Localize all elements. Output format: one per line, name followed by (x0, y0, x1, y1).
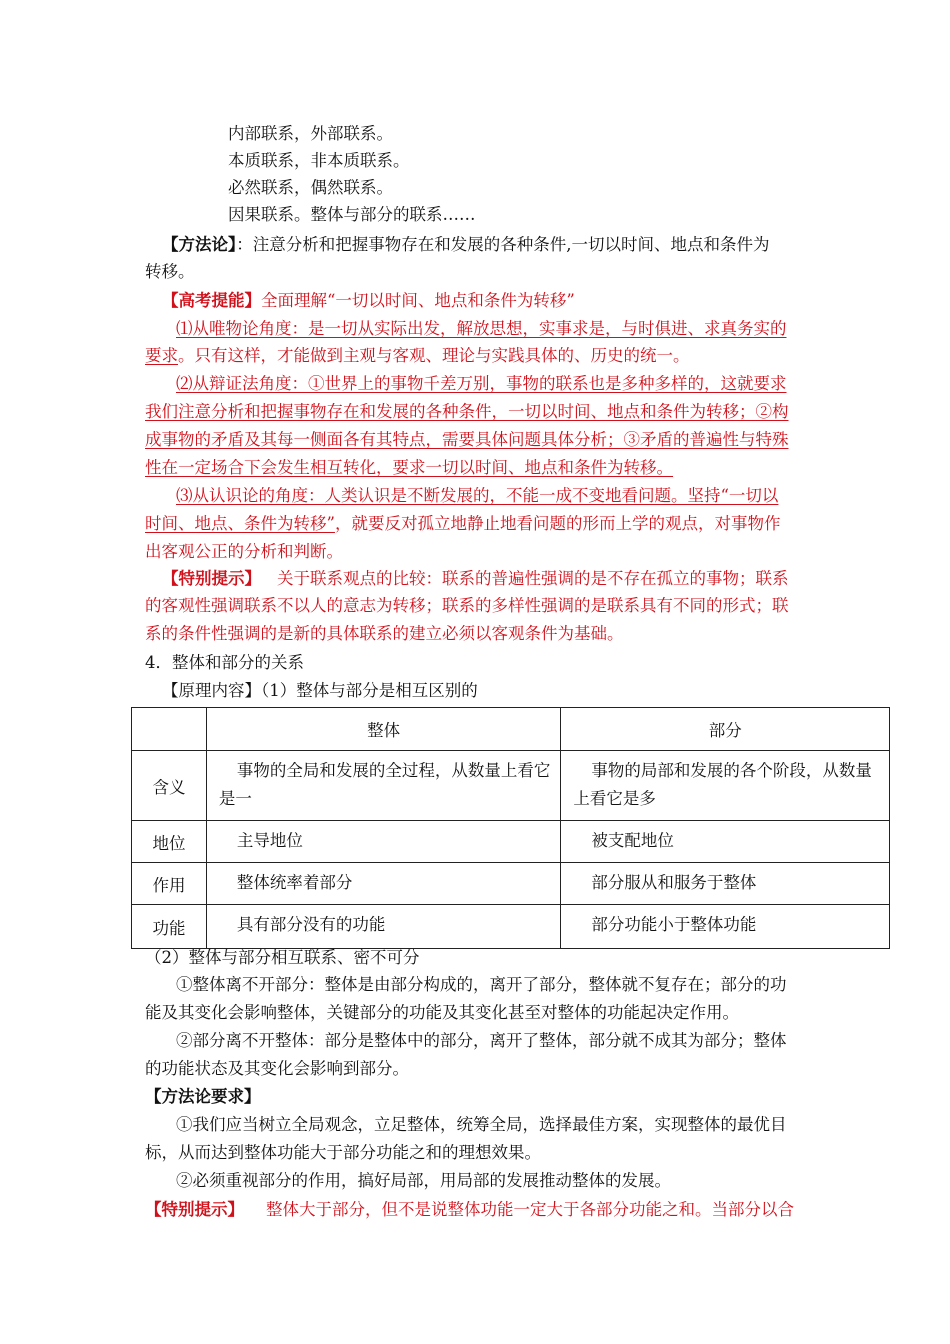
gaokao-p1-rest: 。只有这样，才能做到主观与客观、理论与实践具体的、历史的统一。 (178, 346, 690, 365)
row-label: 含义 (132, 751, 207, 821)
whole-cell: 整体统率着部分 (206, 863, 561, 905)
gaokao-p3-underlined: 时间、地点、条件为转移” (145, 514, 335, 533)
list-item: 内部联系，外部联系。 (228, 124, 393, 143)
row-label: 功能 (132, 905, 207, 949)
gaokao-p1-cont (145, 342, 690, 370)
gaokao-p3-cont: 出客观公正的分析和判断。 (145, 542, 343, 561)
part2-item: ①整体离不开部分：整体是由部分构成的，离开了部分，整体就不复存在；部分的功 (176, 975, 787, 994)
table-corner-cell (132, 708, 207, 751)
methodology-line (162, 231, 770, 259)
tip1-cont: 系的条件性强调的是新的具体联系的建立必须以客观条件为基础。 (145, 624, 624, 643)
gaokao-label: 【高考提能】 (162, 291, 261, 310)
table-row (132, 821, 890, 863)
tip1-cont: 的客观性强调联系不以人的意志为转移；联系的多样性强调的是联系具有不同的形式；联 (145, 596, 789, 615)
tip1-line (162, 565, 789, 593)
gaokao-p1: ⑴从唯物论角度：是一切从实际出发，解放思想，实事求是，与时俱进、求真务实的 (176, 319, 787, 338)
principle-line: 【原理内容】（1）整体与部分是相互区别的 (162, 681, 478, 700)
tip1-label: 【特别提示】 (162, 569, 261, 588)
part-cell: 事物的局部和发展的各个阶段，从数量上看它是多 (561, 751, 890, 821)
methodology-text-cont: 转移。 (145, 262, 195, 281)
gaokao-p2-cont: 成事物的矛盾及其每一侧面各有其特点，需要具体问题具体分析；③矛盾的普遍性与特殊 (145, 430, 789, 449)
row-label: 地位 (132, 821, 207, 863)
part-cell: 部分服从和服务于整体 (561, 863, 890, 905)
gaokao-p2: ⑵从辩证法角度：①世界上的事物千差万别，事物的联系也是多种多样的，这就要求 (176, 374, 787, 393)
row-label: 作用 (132, 863, 207, 905)
table-row (132, 863, 890, 905)
tip2-text: 整体大于部分，但不是说整体功能一定大于各部分功能之和。当部分以合 (266, 1200, 794, 1219)
gaokao-p3-cont (145, 510, 780, 538)
method-req-item: ①我们应当树立全局观念，立足整体，统筹全局，选择最佳方案，实现整体的最优目 (176, 1115, 787, 1134)
part2-item-cont: 的功能状态及其变化会影响到部分。 (145, 1059, 409, 1078)
table-header-row (132, 708, 890, 751)
table-header-part: 部分 (561, 708, 890, 751)
methodology-label: 【方法论】 (162, 235, 237, 254)
table-row (132, 751, 890, 821)
part2-title: （2）整体与部分相互联系、密不可分 (145, 948, 420, 967)
section-heading: 4．整体和部分的关系 (145, 653, 304, 672)
comparison-table (131, 707, 890, 949)
whole-cell: 主导地位 (206, 821, 561, 863)
tip1-text: 关于联系观点的比较：联系的普遍性强调的是不存在孤立的事物；联系 (277, 569, 789, 588)
list-item: 因果联系。整体与部分的联系…… (228, 205, 476, 224)
gaokao-title: 全面理解“一切以时间、地点和条件为转移” (261, 291, 575, 310)
table-row (132, 905, 890, 949)
method-req-label: 【方法论要求】 (145, 1087, 261, 1106)
gaokao-heading (162, 287, 575, 315)
part-cell: 被支配地位 (561, 821, 890, 863)
gaokao-p2-cont: 我们注意分析和把握事物存在和发展的各种条件，一切以时间、地点和条件为转移；②构 (145, 402, 789, 421)
gaokao-p2-cont: 性在一定场合下会发生相互转化，要求一切以时间、地点和条件为转移。 (145, 458, 673, 477)
whole-cell: 具有部分没有的功能 (206, 905, 561, 949)
gaokao-p3-rest: ，就要反对孤立地静止地看问题的形而上学的观点，对事物作 (334, 514, 781, 533)
methodology-text: ：注意分析和把握事物存在和发展的各种条件,一切以时间、地点和条件为 (236, 235, 770, 254)
method-req-item: ②必须重视部分的作用，搞好局部，用局部的发展推动整体的发展。 (176, 1171, 671, 1190)
whole-cell: 事物的全局和发展的全过程，从数量上看它是一 (206, 751, 561, 821)
method-req-item-cont: 标，从而达到整体功能大于部分功能之和的理想效果。 (145, 1143, 541, 1162)
list-item: 本质联系，非本质联系。 (228, 151, 410, 170)
tip2-line (145, 1196, 794, 1224)
table-header-whole: 整体 (206, 708, 561, 751)
list-item: 必然联系，偶然联系。 (228, 178, 393, 197)
tip2-label: 【特别提示】 (145, 1200, 244, 1219)
part2-item-cont: 能及其变化会影响整体，关键部分的功能及其变化甚至对整体的功能起决定作用。 (145, 1003, 739, 1022)
part-cell: 部分功能小于整体功能 (561, 905, 890, 949)
part2-item: ②部分离不开整体：部分是整体中的部分，离开了整体，部分就不成其为部分；整体 (176, 1031, 787, 1050)
gaokao-p1-underlined: 要求 (145, 346, 178, 365)
gaokao-p3: ⑶从认识论的角度：人类认识是不断发展的，不能一成不变地看问题。坚持“一切以 (176, 486, 779, 505)
